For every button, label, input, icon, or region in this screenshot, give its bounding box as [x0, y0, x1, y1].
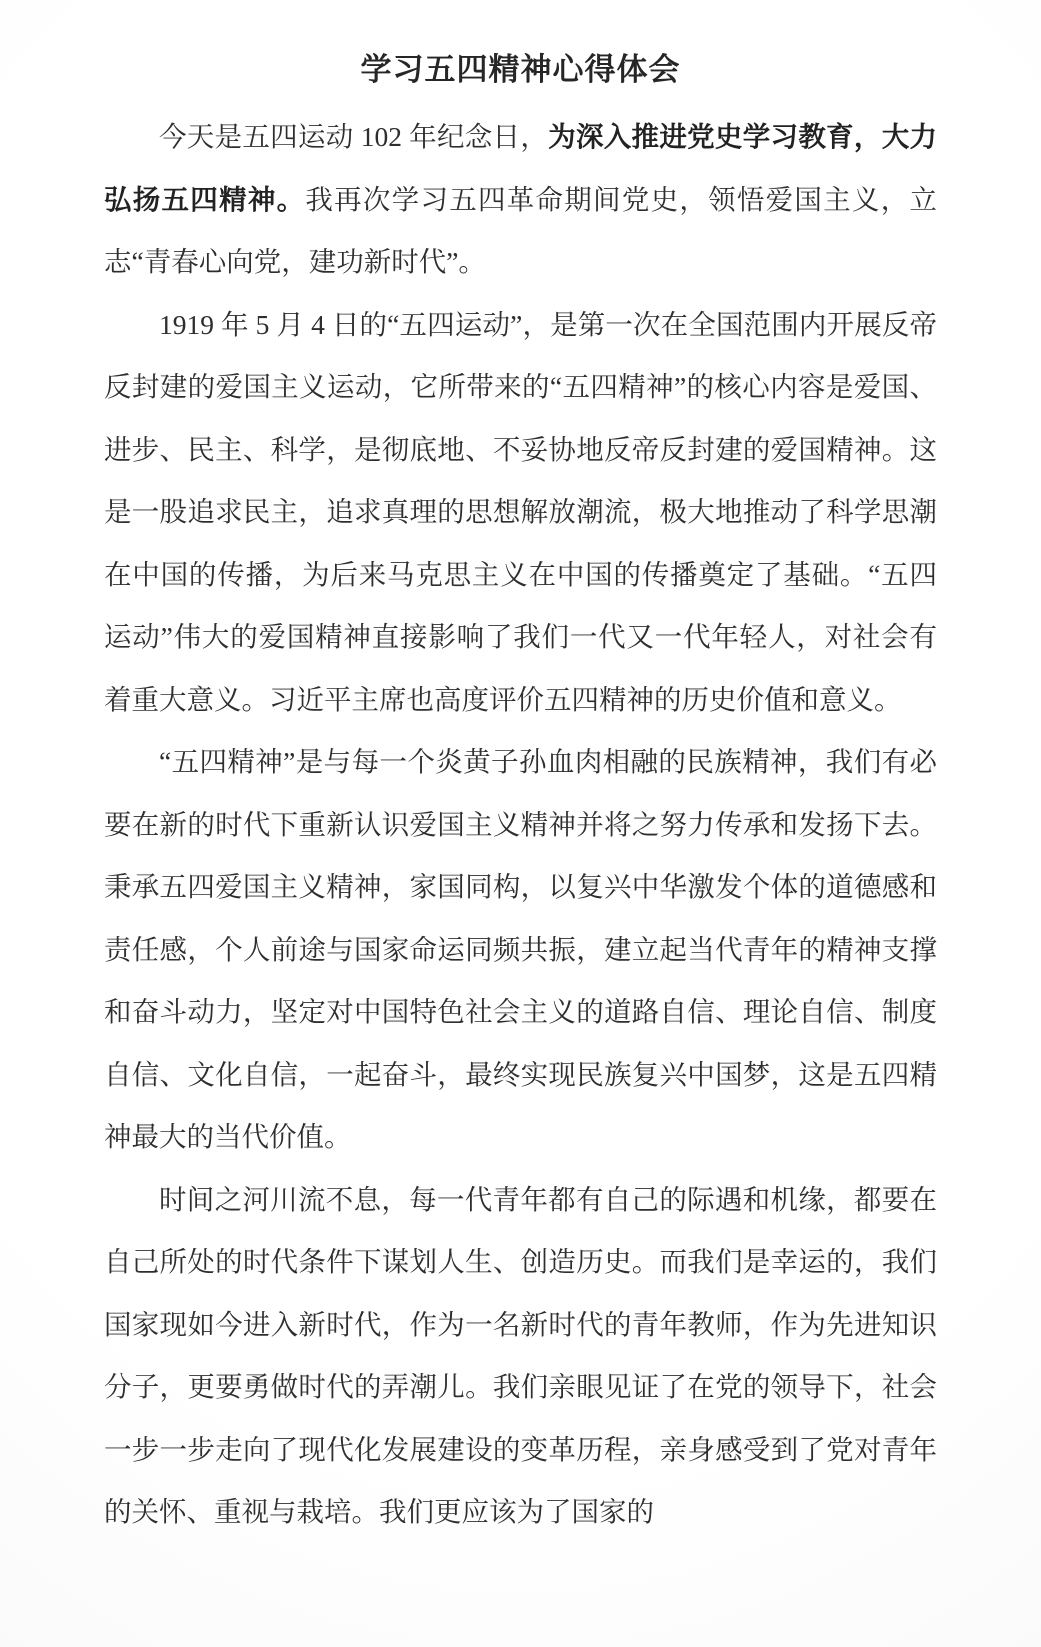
text-run: 1919 年 5 月 4 日的“五四运动”，是第一次在全国范围内开展反帝反封建的爱国主义运动，它所带来的“五四精神”的核心内容是爱国、进步、民主、科学，是彻底地、不妥协地反帝反封建的爱国精神。这是一股追求民主，追求真理的思想解放潮流，极大地推动了科学思潮在中国的传播，为后来马克思主义在中国的传播奠定了基础。“五四运动”伟大的爱国精神直接影响了我们一代又一代年轻人，对社会有着重大意义。习近平主席也高度评价五四精神的历史价值和意义。 [104, 308, 937, 715]
document-body [104, 106, 937, 1544]
text-run: 我再次学习五四革命期间党史，领悟爱国主义，立志“青春心向党，建功新时代”。 [104, 183, 937, 277]
paragraph [104, 1169, 937, 1544]
text-run-bold: 为深入推进党史学习教育，大力弘扬五四精神。 [104, 121, 938, 215]
paragraph [104, 731, 937, 1169]
text-run: 今天是五四运动 102 年纪念日， [159, 121, 549, 152]
paragraph [104, 106, 937, 294]
text-run: “五四精神”是与每一个炎黄子孙血肉相融的民族精神，我们有必要在新的时代下重新认识爱国主义精神并将之努力传承和发扬下去。秉承五四爱国主义精神，家国同构，以复兴中华激发个体的道德感和责任感，个人前途与国家命运同频共振，建立起当代青年的精神支撑和奋斗动力，坚定对中国特色社会主义的道路自信、理论自信、制度自信、文化自信，一起奋斗，最终实现民族复兴中国梦，这是五四精神最大的当代价值。 [104, 746, 937, 1152]
text-run: 时间之河川流不息，每一代青年都有自己的际遇和机缘，都要在自己所处的时代条件下谋划人生、创造历史。而我们是幸运的，我们国家现如今进入新时代，作为一名新时代的青年教师，作为先进知识分子，更要勇做时代的弄潮儿。我们亲眼见证了在党的领导下，社会一步一步走向了现代化发展建设的变革历程，亲身感受到了党对青年的关怀、重视与栽培。我们更应该为了国家的 [104, 1183, 937, 1527]
document-title: 学习五四精神心得体会 [360, 52, 681, 87]
paragraph [104, 294, 937, 732]
